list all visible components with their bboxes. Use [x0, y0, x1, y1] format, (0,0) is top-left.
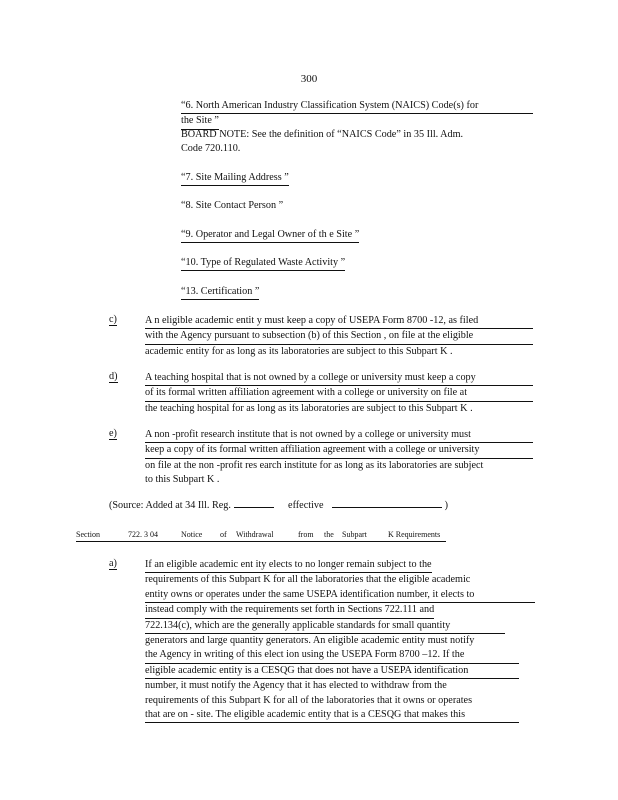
source-prefix: (Source: Added at 34 Ill. Reg. — [109, 500, 231, 511]
text-line: requirements of this Subpart K for all the laboratories that the eligible academic — [145, 574, 471, 586]
section-title-word: K Requirements — [388, 530, 441, 539]
text-line: the Site ” — [181, 114, 219, 129]
site-list-item-mailing-address — [181, 171, 289, 186]
text-line: A n eligible academic entit y must keep a copy of USEPA Form 8700 -12, as filed — [145, 314, 533, 329]
text-line: Code 720.110. — [181, 143, 241, 155]
text-line: keep a copy of its formal written affiliation agreement with a college or university — [145, 443, 533, 458]
text-line: the teaching hospital for as long as its laboratories are subject to this Subpart K . — [145, 402, 473, 414]
text-line: “6. North American Industry Classification System (NAICS) Code(s) for — [181, 99, 533, 114]
text-line: “13. Certification ” — [181, 285, 259, 300]
text-line: academic entity for as long as its laboratories are subject to this Subpart K . — [145, 345, 453, 357]
section-title-word: from — [298, 530, 314, 539]
site-list-item-contact-person — [181, 199, 283, 213]
text-line: entity owns or operates under the same USEPA identification number, it elects to — [145, 588, 535, 603]
source-close: ) — [444, 500, 448, 511]
text-line: requirements of this Subpart K for all of the laboratories that it owns or operates — [145, 694, 473, 706]
subsection-marker-a: a) — [109, 558, 117, 569]
text-line: A teaching hospital that is not owned by a college or university must keep a copy — [145, 371, 533, 386]
page-number: 300 — [300, 73, 318, 85]
paragraph-d — [145, 371, 533, 416]
text-line: eligible academic entity is a CESQG that does not have a USEPA identification — [145, 664, 519, 679]
site-list-item-operator-owner — [181, 228, 359, 243]
text-line: number, it must notify the Agency that it has elected to withdraw from the — [145, 680, 447, 692]
site-list-item-naics — [181, 99, 533, 130]
source-blank-date — [332, 507, 442, 508]
site-list-item-waste-activity — [181, 256, 345, 271]
paragraph-marker-d: d) — [109, 371, 118, 382]
section-title-word: of — [220, 530, 227, 539]
section-number: 722. 3 04 — [128, 530, 158, 539]
paragraph-marker-e: e) — [109, 428, 117, 439]
text-line: generators and large quantity generators. An eligible academic entity must notify — [145, 635, 475, 647]
board-note — [181, 128, 463, 157]
text-line: to this Subpart K . — [145, 474, 220, 486]
paragraph-marker-c: c) — [109, 314, 117, 325]
text-line: “7. Site Mailing Address ” — [181, 171, 289, 186]
paragraph-c — [145, 314, 533, 359]
section-label: Section — [76, 530, 100, 539]
paragraph-e — [145, 428, 533, 488]
section-heading-rule — [76, 541, 446, 542]
text-line: of its formal written affiliation agreement with a college or university on file at — [145, 386, 533, 401]
section-title-word: the — [324, 530, 334, 539]
section-title-word: Notice — [181, 530, 203, 539]
subsection-a — [145, 558, 535, 723]
text-line: “8. Site Contact Person ” — [181, 200, 284, 211]
text-line: BOARD NOTE: See the definition of “NAICS Code” in 35 Ill. Adm. — [181, 129, 464, 140]
source-blank-register — [234, 507, 274, 508]
section-title-word: Withdrawal — [236, 530, 274, 539]
text-line: instead comply with the requirements set forth in Sections 722.111 and — [145, 603, 434, 618]
text-line: on file at the non -profit res earch institute for as long as its laboratories are subject — [145, 459, 484, 471]
site-list-item-certification — [181, 285, 259, 300]
section-title-word: Subpart — [342, 530, 367, 539]
text-line: If an eligible academic ent ity elects to no longer remain subject to the — [145, 558, 432, 573]
text-line: “9. Operator and Legal Owner of th e Site ” — [181, 228, 359, 243]
source-note — [109, 500, 448, 511]
text-line: with the Agency pursuant to subsection (b) of this Section , on file at the eligible — [145, 329, 533, 344]
source-effective-label: effective — [288, 500, 324, 511]
text-line: “10. Type of Regulated Waste Activity ” — [181, 256, 345, 271]
text-line: that are on - site. The eligible academic entity that is a CESQG that makes this — [145, 708, 519, 723]
text-line: A non -profit research institute that is not owned by a college or university must — [145, 428, 533, 443]
text-line: the Agency in writing of this elect ion using the USEPA Form 8700 –12. If the — [145, 648, 519, 663]
text-line: 722.134(c), which are the generally applicable standards for small quantity — [145, 619, 505, 634]
